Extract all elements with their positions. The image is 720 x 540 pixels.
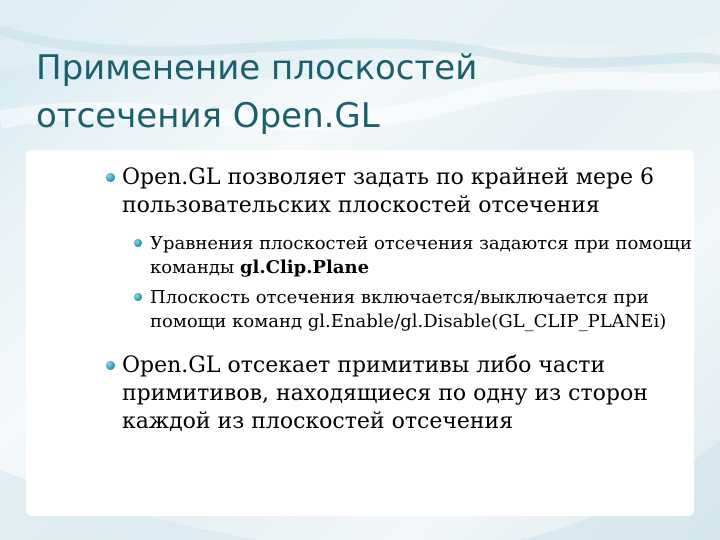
sub-bullet-command: gl.Clip.Plane <box>239 257 370 278</box>
sub-bullet-text-2: Плоскость отсечения включается/выключается при помощи команд gl.Enable/gl.Disable(GL_CLIP_PLANEi) <box>150 287 667 332</box>
title-line-1: Применение плоскостей <box>36 48 478 88</box>
bullet-list <box>106 164 696 448</box>
bullet-icon <box>134 239 142 247</box>
slide-title <box>36 44 477 140</box>
sub-bullet-list <box>106 232 696 334</box>
sub-bullet-text-1: Уравнения плоскостей отсечения задаются при помощи команды <box>150 233 692 278</box>
bullet-icon <box>106 361 115 370</box>
title-line-2: отсечения Open.GL <box>36 96 380 136</box>
bullet-icon <box>106 173 115 182</box>
bullet-text-2: Open.GL отсекает примитивы либо части примитивов, находящиеся по одну из сторон каждой из плоскостей отсечения <box>122 353 648 434</box>
sub-bullet-item-1 <box>106 232 696 280</box>
sub-bullet-item-2 <box>106 286 696 334</box>
bullet-text-1: Open.GL позволяет задать по крайней мере 6 пользовательских плоскостей отсечения <box>122 165 655 218</box>
bullet-item-1 <box>106 164 696 220</box>
bullet-icon <box>134 293 142 301</box>
bullet-item-2 <box>106 352 696 436</box>
